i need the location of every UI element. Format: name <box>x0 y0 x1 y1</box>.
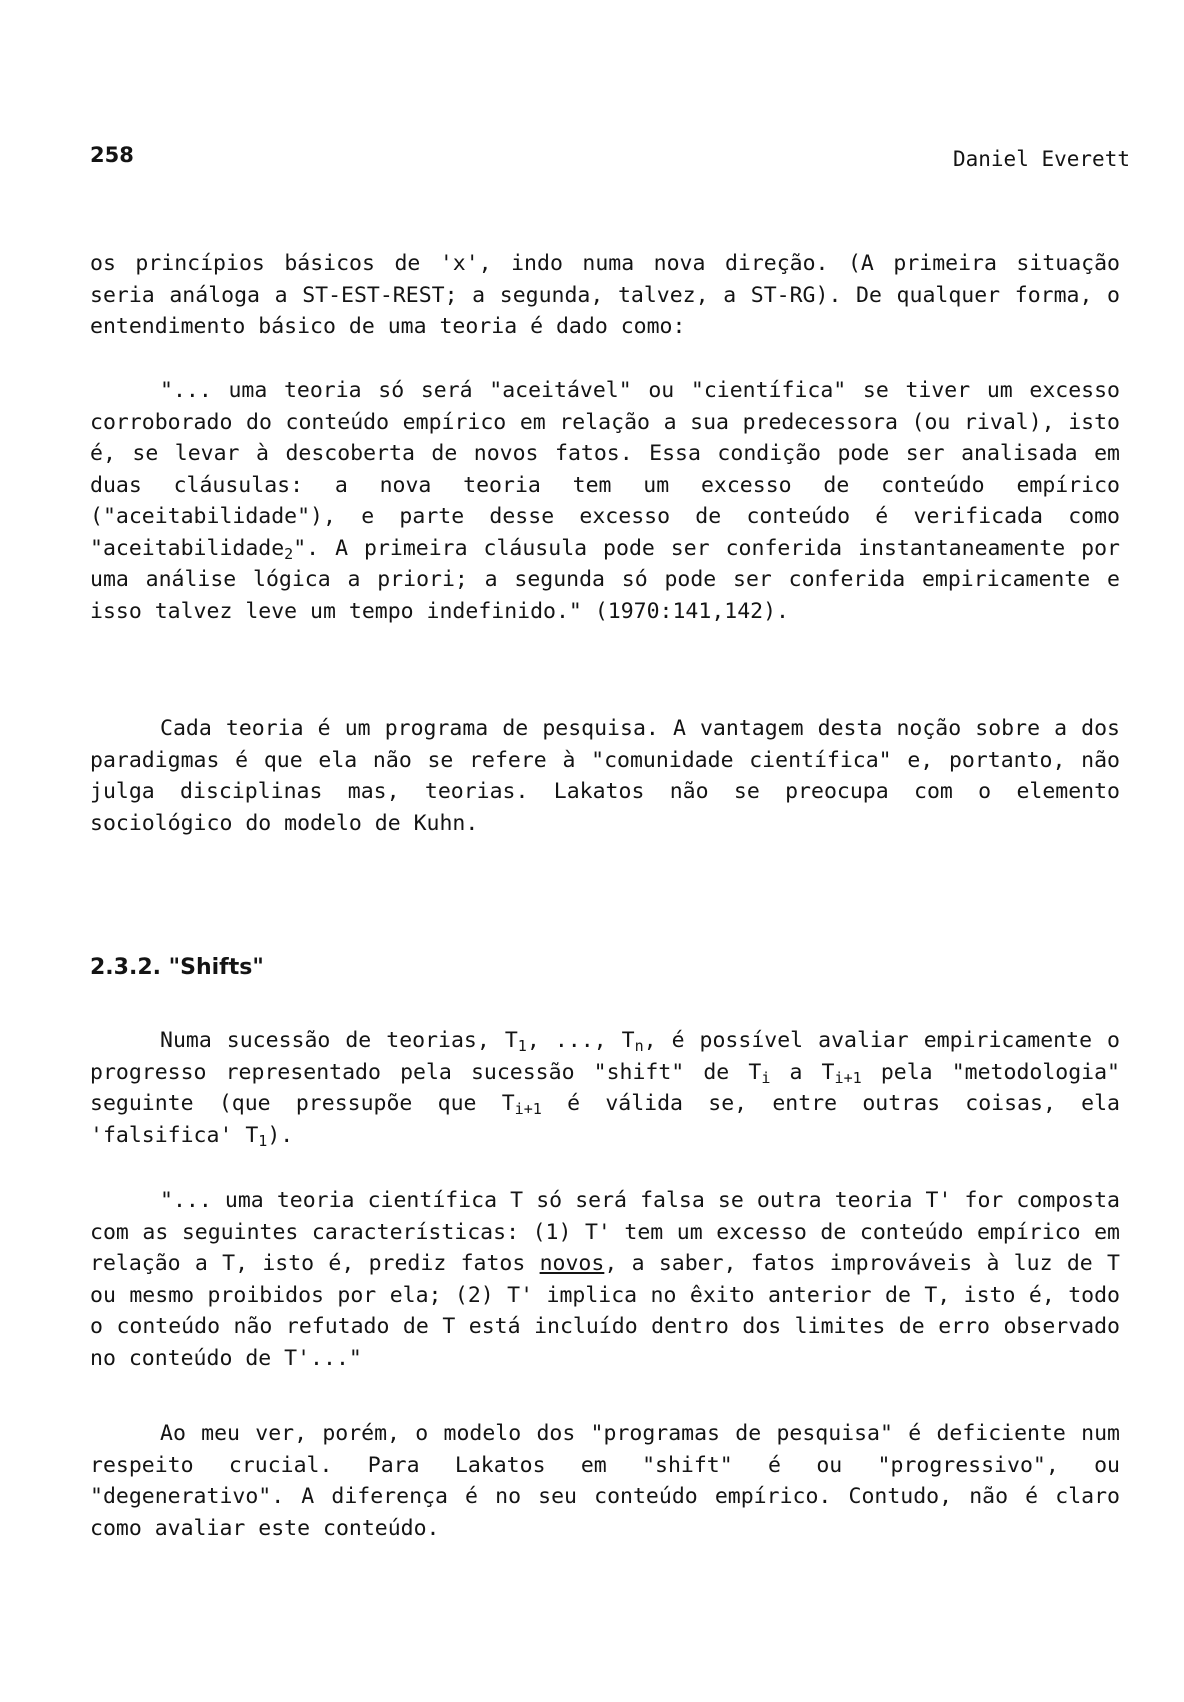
quote-lakatos-falsification <box>90 1185 1120 1374</box>
text-run: , é possível avaliar empiricamente o progresso representado pela sucessão "shift" de T <box>90 1028 1120 1085</box>
running-header-author: Daniel Everett <box>952 147 1130 171</box>
text-run: é válida se, entre outras coisas, ela 'falsifica' T <box>90 1091 1120 1148</box>
paragraph-research-program: Cada teoria é um programa de pesquisa. A vantagem desta noção sobre a dos paradigmas é que ela não se refere à "comunidade científica" e, portanto, não julga disciplinas mas, teorias. Lakatos não se preocupa com o elemento sociológico do modelo de Kuhn. <box>90 716 1120 836</box>
subscript: i+1 <box>514 1099 542 1118</box>
page-number: 258 <box>90 143 134 167</box>
subscript: 2 <box>284 544 294 563</box>
text-run: , a saber, fatos improváveis à luz de T ou mesmo proibidos por ela; (2) T' implica no êxito anterior de T, isto é, todo o conteúdo não refutado de T está incluído dentro dos limites de erro observado no conteúdo de T'..." <box>90 1251 1120 1371</box>
paragraph-intro: os princípios básicos de 'x', indo numa nova direção. (A primeira situação seria análoga a ST-EST-REST; a segunda, talvez, a ST-RG). De qualquer forma, o entendimento básico de uma teoria é dado como: <box>90 251 1120 339</box>
paragraph-critique: Ao meu ver, porém, o modelo dos "programas de pesquisa" é deficiente num respeito crucial. Para Lakatos em "shift" é ou "progressivo", ou "degenerativo". A diferença é no seu conteúdo empírico. Contudo, não é claro como avaliar este conteúdo. <box>90 1421 1120 1541</box>
text-run: , ..., T <box>526 1028 635 1053</box>
text-run: Numa sucessão de teorias, T <box>160 1028 518 1053</box>
text-run: pela "metodologia" seguinte (que pressupõe que T <box>90 1059 1120 1116</box>
text-run: "... uma teoria científica T só será falsa se outra teoria T' for composta com as seguintes características: (1) T' tem um excesso de conteúdo empírico em relação a T, isto é, prediz fatos <box>90 1188 1120 1276</box>
paragraph-succession <box>90 1025 1120 1151</box>
underlined-word: novos <box>539 1251 605 1276</box>
quote-text-part1: "... uma teoria só será "aceitável" ou "científica" se tiver um excesso corroborado do conteúdo empírico em relação a sua predecessora (ou rival), isto é, se levar à descoberta de novos fatos. Essa condição pode ser analisada em duas cláusulas: a nova teoria tem um excesso de conteúdo empírico ("aceitabilidade"), e parte desse excesso de conteúdo é verificada como "aceitabilidade <box>90 378 1120 561</box>
subscript: 1 <box>258 1131 268 1150</box>
text-run: a T <box>770 1059 835 1085</box>
quote-lakatos-acceptability <box>90 375 1120 627</box>
subscript: i <box>761 1068 771 1087</box>
subscript: n <box>634 1036 644 1055</box>
subscript: 1 <box>517 1036 527 1055</box>
text-run: ). <box>267 1122 294 1148</box>
quote-text-part2: ". A primeira cláusula pode ser conferida instantaneamente por uma análise lógica a priori; a segunda só pode ser conferida empiricamente e isso talvez leve um tempo indefinido." (1970:141,142). <box>90 535 1120 624</box>
section-heading: 2.3.2. "Shifts" <box>90 955 264 980</box>
subscript: i+1 <box>834 1068 862 1087</box>
